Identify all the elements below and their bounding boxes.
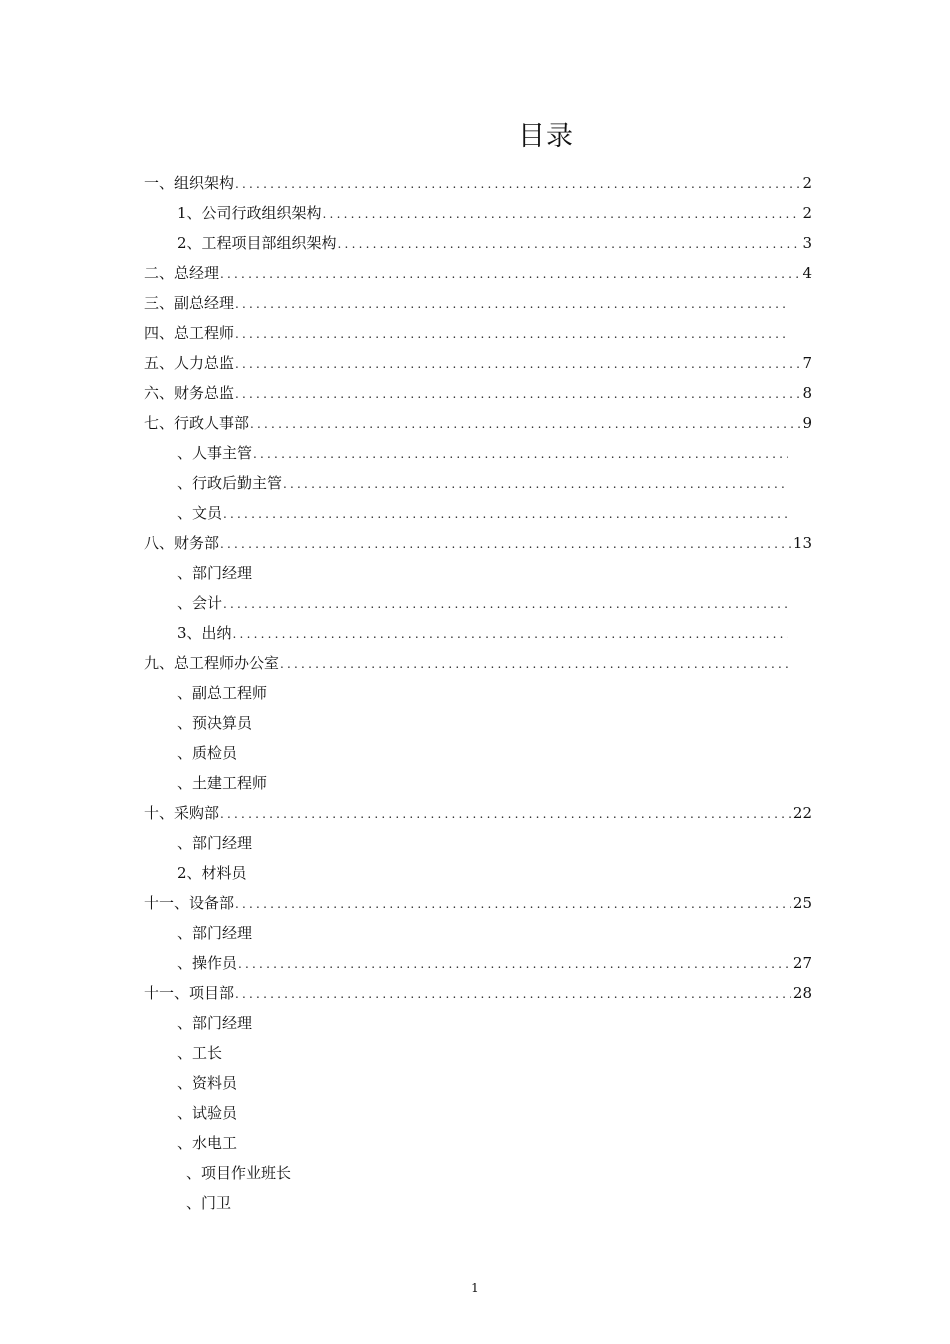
toc-entry[interactable]: [144, 528, 812, 558]
toc-dot-leader: [235, 169, 800, 199]
toc-entry[interactable]: [144, 1038, 812, 1068]
toc-dot-leader: [235, 889, 791, 919]
toc-entry[interactable]: [144, 1068, 812, 1098]
page-number: 1: [471, 1281, 479, 1295]
toc-entry-label: 、资料员: [177, 1074, 238, 1092]
toc-entry-label: 、工长: [177, 1044, 223, 1062]
toc-entry-label: 、操作员: [177, 954, 238, 972]
toc-entry[interactable]: [144, 1188, 812, 1218]
toc-entry[interactable]: [144, 708, 812, 738]
toc-entry-label: 六、财务总监: [144, 384, 235, 402]
toc-entry-label: 十一、项目部: [144, 984, 235, 1002]
toc-entry[interactable]: [144, 1098, 812, 1128]
toc-entry-label: 七、行政人事部: [144, 414, 250, 432]
toc-dot-leader: [220, 259, 800, 289]
toc-entry-page-number: 4: [802, 264, 812, 282]
toc-entry[interactable]: [144, 198, 812, 228]
toc-entry[interactable]: [144, 858, 812, 888]
toc-entry-label: 二、总经理: [144, 264, 220, 282]
toc-entry[interactable]: [144, 1128, 812, 1158]
toc-dot-leader: [323, 199, 801, 229]
toc-entry[interactable]: [144, 918, 812, 948]
toc-entry-page-number: 7: [802, 354, 812, 372]
toc-entry[interactable]: [144, 678, 812, 708]
toc-entry[interactable]: [144, 348, 812, 378]
toc-entry-label: 九、总工程师办公室: [144, 654, 280, 672]
toc-entry[interactable]: [144, 798, 812, 828]
toc-entry-page-number: 13: [792, 534, 812, 552]
toc-entry-label: 五、人力总监: [144, 354, 235, 372]
toc-entry-label: 、副总工程师: [177, 684, 268, 702]
toc-entry[interactable]: [144, 408, 812, 438]
toc-entry-label: 1、公司行政组织架构: [177, 204, 322, 222]
toc-entry-label: 、质检员: [177, 744, 238, 762]
toc-entry-page-number: 9: [802, 414, 812, 432]
toc-dot-leader: [235, 379, 800, 409]
toc-entry[interactable]: [144, 768, 812, 798]
toc-entry-label: 、土建工程师: [177, 774, 268, 792]
toc-entry-label: 3、出纳: [177, 624, 232, 642]
toc-entry-page-number: 25: [792, 894, 812, 912]
toc-entry[interactable]: [144, 378, 812, 408]
toc-entry[interactable]: [144, 498, 812, 528]
toc-dot-leader: [223, 589, 788, 619]
toc-entry-label: 、试验员: [177, 1104, 238, 1122]
toc-dot-leader: [250, 409, 800, 439]
toc-entry-label: 、项目作业班长: [186, 1164, 292, 1182]
toc-entry-label: 三、副总经理: [144, 294, 235, 312]
toc-entry-page-number: 22: [792, 804, 812, 822]
toc-entry[interactable]: [144, 258, 812, 288]
toc-entry-label: 、行政后勤主管: [177, 474, 283, 492]
toc-entry[interactable]: [144, 738, 812, 768]
toc-entry-label: 、文员: [177, 504, 223, 522]
toc-dot-leader: [238, 949, 791, 979]
toc-entry[interactable]: [144, 1008, 812, 1038]
toc-entry-page-number: 28: [792, 984, 812, 1002]
toc-entry-label: 、部门经理: [177, 924, 253, 942]
toc-entry[interactable]: [144, 1158, 812, 1188]
toc-entry-label: 、水电工: [177, 1134, 238, 1152]
toc-entry[interactable]: [144, 288, 812, 318]
toc-entry[interactable]: [144, 888, 812, 918]
toc-entry[interactable]: [144, 558, 812, 588]
toc-entry-page-number: 8: [802, 384, 812, 402]
toc-entry-page-number: 27: [792, 954, 812, 972]
toc-entry-label: 、部门经理: [177, 564, 253, 582]
toc-entry-label: 、部门经理: [177, 1014, 253, 1032]
table-of-contents: [144, 168, 812, 1218]
toc-dot-leader: [223, 499, 788, 529]
toc-entry-page-number: 2: [802, 174, 812, 192]
toc-dot-leader: [338, 229, 801, 259]
toc-entry-label: 2、工程项目部组织架构: [177, 234, 337, 252]
toc-dot-leader: [253, 439, 788, 469]
toc-entry-label: 一、组织架构: [144, 174, 235, 192]
toc-dot-leader: [280, 649, 788, 679]
toc-entry-label: 八、财务部: [144, 534, 220, 552]
toc-entry-label: 2、材料员: [177, 864, 247, 882]
toc-dot-leader: [235, 979, 791, 1009]
toc-entry-page-number: 3: [802, 234, 812, 252]
toc-dot-leader: [220, 529, 791, 559]
toc-dot-leader: [235, 349, 800, 379]
toc-dot-leader: [220, 799, 791, 829]
toc-dot-leader: [235, 319, 788, 349]
toc-dot-leader: [233, 619, 788, 649]
toc-entry-label: 十、采购部: [144, 804, 220, 822]
toc-entry-label: 、人事主管: [177, 444, 253, 462]
toc-dot-leader: [235, 289, 788, 319]
toc-entry-label: 、预决算员: [177, 714, 253, 732]
toc-entry-label: 、会计: [177, 594, 223, 612]
toc-entry[interactable]: [144, 618, 812, 648]
toc-entry[interactable]: [144, 438, 812, 468]
toc-entry-label: 、门卫: [186, 1194, 232, 1212]
toc-entry[interactable]: [144, 228, 812, 258]
toc-entry[interactable]: [144, 318, 812, 348]
toc-entry-label: 四、总工程师: [144, 324, 235, 342]
toc-entry[interactable]: [144, 948, 812, 978]
page-title: 目录: [518, 121, 574, 152]
toc-entry-label: 、部门经理: [177, 834, 253, 852]
toc-entry[interactable]: [144, 468, 812, 498]
toc-entry-label: 十一、设备部: [144, 894, 235, 912]
toc-entry[interactable]: [144, 978, 812, 1008]
toc-entry[interactable]: [144, 828, 812, 858]
toc-entry[interactable]: [144, 648, 812, 678]
toc-entry[interactable]: [144, 588, 812, 618]
toc-entry[interactable]: [144, 168, 812, 198]
toc-entry-page-number: 2: [802, 204, 812, 222]
toc-dot-leader: [283, 469, 788, 499]
